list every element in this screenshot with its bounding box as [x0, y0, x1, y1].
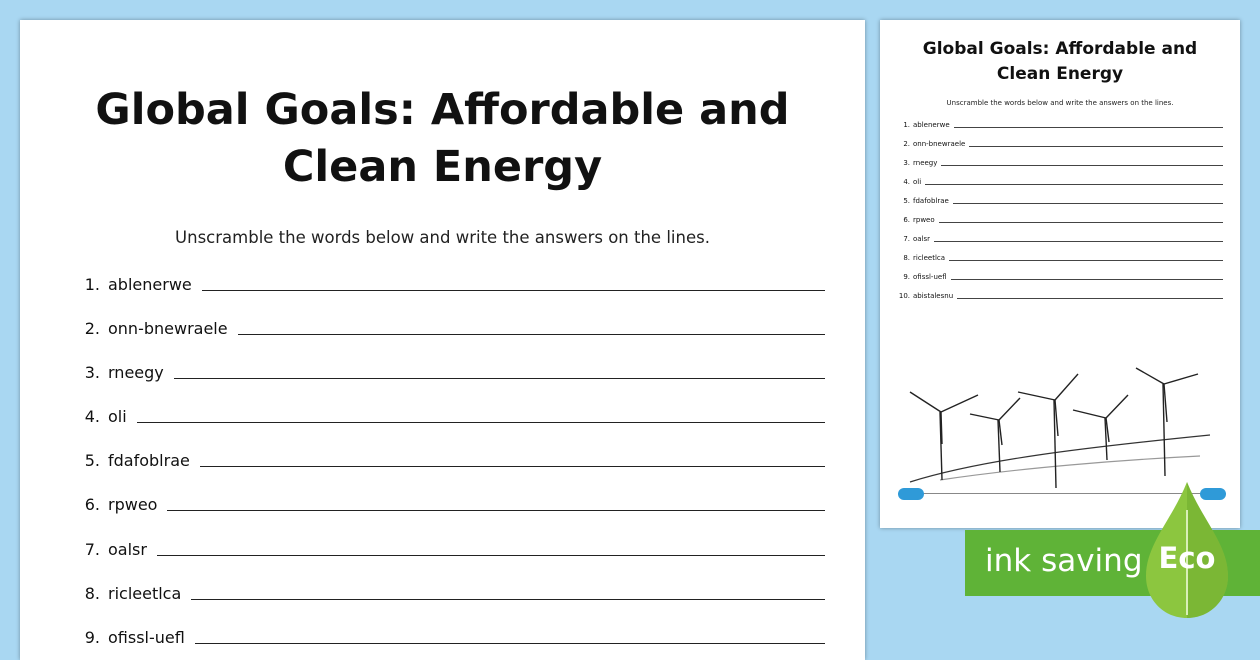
item-number: 7. — [84, 540, 100, 559]
thumbnail-word: abistalesnu — [913, 292, 954, 300]
thumbnail-row — [898, 175, 1223, 186]
item-number: 5. — [84, 451, 100, 470]
answer-row — [68, 490, 825, 514]
thumbnail-word: oalsr — [913, 235, 931, 243]
worksheet-instructions: Unscramble the words below and write the answers on the lines. — [175, 228, 710, 247]
wind-turbine-icon — [900, 340, 1220, 490]
thumbnail-word: rneegy — [913, 159, 938, 167]
item-number: 1. — [84, 275, 100, 294]
thumbnail-answer-line — [934, 241, 1223, 242]
thumbnail-word: oli — [913, 178, 922, 186]
item-number: 3. — [84, 363, 100, 382]
answer-row — [68, 270, 825, 294]
item-number: 8. — [84, 584, 100, 603]
answer-row — [68, 402, 825, 426]
answer-line — [174, 378, 825, 379]
thumbnail-item-number: 5. — [903, 197, 910, 205]
thumbnail-row — [898, 156, 1223, 167]
worksheet-title — [60, 82, 825, 196]
thumbnail-answer-line — [941, 165, 1223, 166]
scrambled-word: ofissl-uefl — [108, 628, 185, 647]
answer-row — [68, 314, 825, 338]
answer-line — [137, 422, 825, 423]
answer-line — [167, 510, 825, 511]
scrambled-word: ricleetlca — [108, 584, 182, 603]
thumbnail-answer-line — [957, 298, 1223, 299]
thumbnail-item-number: 8. — [903, 254, 910, 262]
thumbnail-word: fdafoblrae — [913, 197, 949, 205]
answer-row — [68, 446, 825, 470]
worksheet-zoomed — [20, 20, 865, 660]
thumbnail-title-line-1: Global Goals: Affordable and — [922, 39, 1198, 59]
item-number: 6. — [84, 495, 100, 514]
thumbnail-answer-line — [949, 260, 1223, 261]
thumbnail-item-number: 6. — [903, 216, 910, 224]
scrambled-word: rneegy — [108, 363, 164, 382]
thumbnail-row — [898, 270, 1223, 281]
answer-line — [195, 643, 825, 644]
item-number: 9. — [84, 628, 100, 647]
thumbnail-answer-line — [951, 279, 1223, 280]
item-number: 2. — [84, 319, 100, 338]
answer-line — [157, 555, 825, 556]
thumbnail-row — [898, 194, 1223, 205]
thumbnail-answer-line — [939, 222, 1223, 223]
thumbnail-row — [898, 289, 1223, 300]
thumbnail-row — [898, 118, 1223, 129]
thumbnail-word: ablenerwe — [913, 121, 950, 129]
thumbnail-instructions: Unscramble the words below and write the answers on the lines. — [946, 99, 1174, 107]
answer-row — [68, 358, 825, 382]
thumbnail-title — [900, 37, 1220, 87]
ink-saving-text: ink saving — [985, 543, 1143, 579]
thumbnail-title-line-2: Clean Energy — [996, 64, 1124, 84]
thumbnail-row — [898, 213, 1223, 224]
scrambled-word: rpweo — [108, 495, 158, 514]
thumbnail-answer-line — [969, 146, 1223, 147]
answer-line — [191, 599, 825, 600]
answer-row — [68, 623, 825, 647]
answer-row — [68, 579, 825, 603]
thumbnail-item-number: 4. — [903, 178, 910, 186]
answer-row — [68, 535, 825, 559]
thumbnail-item-number: 1. — [903, 121, 910, 129]
title-line-2: Clean Energy — [282, 142, 603, 192]
scrambled-word: oalsr — [108, 540, 147, 559]
thumbnail-item-number: 2. — [903, 140, 910, 148]
thumbnail-word: ofissl-uefl — [913, 273, 947, 281]
item-number: 4. — [84, 407, 100, 426]
scrambled-word: oli — [108, 407, 127, 426]
thumbnail-row — [898, 251, 1223, 262]
twinkl-logo-icon — [898, 488, 924, 500]
scrambled-word: fdafoblrae — [108, 451, 190, 470]
thumbnail-item-number: 10. — [898, 292, 910, 300]
thumbnail-item-number: 9. — [903, 273, 910, 281]
thumbnail-answer-line — [953, 203, 1223, 204]
thumbnail-answer-line — [925, 184, 1223, 185]
thumbnail-row — [898, 232, 1223, 243]
answer-line — [202, 290, 825, 291]
thumbnail-word: rpweo — [913, 216, 935, 224]
thumbnail-item-number: 3. — [903, 159, 910, 167]
eco-label: Eco — [1158, 541, 1216, 575]
worksheet-thumbnail — [880, 20, 1240, 528]
scrambled-word: onn-bnewraele — [108, 319, 228, 338]
thumbnail-answer-line — [954, 127, 1223, 128]
scrambled-word: ablenerwe — [108, 275, 192, 294]
thumbnail-row — [898, 137, 1223, 148]
thumbnail-item-number: 7. — [903, 235, 910, 243]
answer-line — [200, 466, 825, 467]
title-line-1: Global Goals: Affordable and — [95, 85, 790, 135]
thumbnail-word: ricleetlca — [913, 254, 946, 262]
answer-line — [238, 334, 825, 335]
thumbnail-word: onn-bnewraele — [913, 140, 966, 148]
